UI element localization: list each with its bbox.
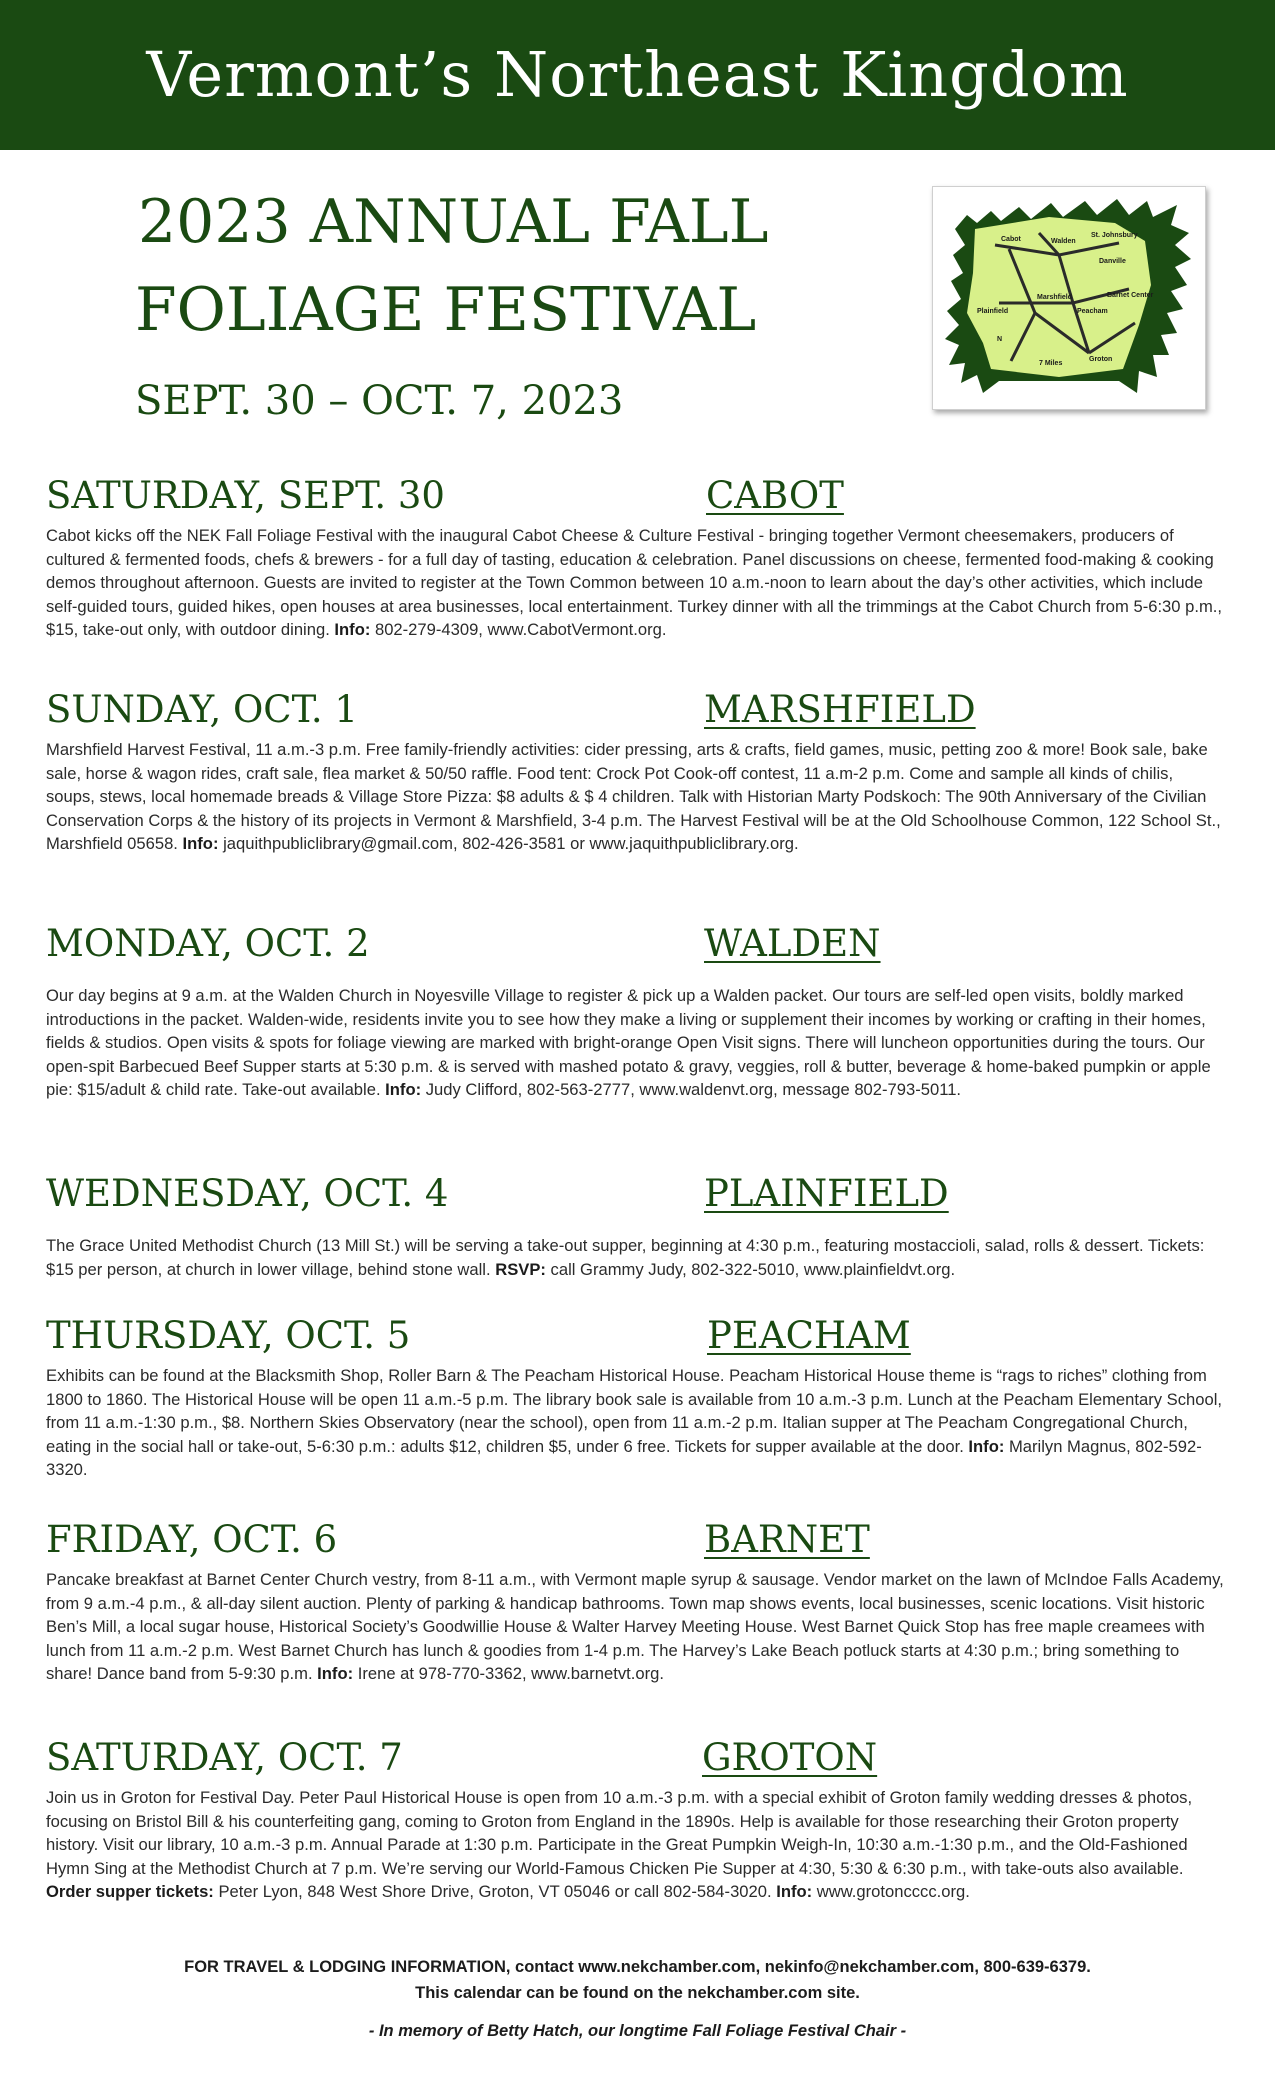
- event-day: SUNDAY, OCT. 1: [46, 688, 358, 731]
- event-town: PLAINFIELD: [704, 1172, 949, 1215]
- map-label-danville: Danville: [1099, 258, 1126, 265]
- map-label-groton: Groton: [1089, 356, 1113, 363]
- event-day: SATURDAY, OCT. 7: [46, 1736, 403, 1779]
- event-section-walden: [46, 922, 1226, 1102]
- info-label: RSVP:: [495, 1259, 546, 1279]
- event-section-barnet: [46, 1518, 1226, 1686]
- event-town: CABOT: [706, 474, 844, 517]
- event-day: SATURDAY, SEPT. 30: [46, 474, 445, 517]
- info-label: Info:: [317, 1664, 354, 1684]
- event-description: The Grace United Methodist Church (13 Mill St.) will be serving a take-out supper, beginning at 4:30 p.m., featuring mostaccioli, salad, rolls & dessert. Tickets: $15 per person, at church in lower village, behind stone wall. RSVP: call Grammy Judy, 802-322-5010, www.plainfieldvt.org.: [46, 1236, 1205, 1279]
- leaf-map-image: [932, 186, 1206, 410]
- footer-calendar-note: This calendar can be found on the nekchamber.com site.: [415, 1984, 860, 2002]
- info-label: Info:: [968, 1436, 1005, 1456]
- info-label: Order supper tickets:: [46, 1882, 214, 1902]
- festival-title: [135, 178, 898, 354]
- map-label-st-johnsbury: St. Johnsbury: [1091, 232, 1138, 239]
- event-description: Exhibits can be found at the Blacksmith Shop, Roller Barn & The Peacham Historical House. Peacham Historical House theme is “rags to riches” clothing from 1800 to 1860. The Historical House will be open 11 a.m.-5 p.m. The library book sale is available from 10 a.m.-3 p.m. Lunch at the Peacham Elementary School, from 11 a.m.-1:30 p.m., $8. Northern Skies Observatory (near the school), open from 11 a.m.-2 p.m. Italian supper at The Peacham Congregational Church, eating in the social hall or take-out, 5-6:30 p.m.: adults $12, children $5, under 6 free. Tickets for supper available at the door. Info: Marilyn Magnus, 802-592-3320.: [46, 1366, 1223, 1480]
- event-town: GROTON: [702, 1736, 878, 1779]
- event-town: BARNET: [704, 1518, 870, 1561]
- festival-title-line1: 2023 ANNUAL FALL: [138, 187, 769, 257]
- event-town: WALDEN: [704, 922, 881, 965]
- event-description: Marshfield Harvest Festival, 11 a.m.-3 p.m. Free family-friendly activities: cider pressing, arts & crafts, field games, music, petting zoo & more! Book sale, bake sale, horse & wagon rides, craft sale, flea market & 50/50 raffle. Food tent: Crock Pot Cook-off contest, 11 a.m-2 p.m. Come and sample all kinds of chilis, soups, stews, local homemade breads & Village Store Pizza: $8 adults & $ 4 children. Talk with Historian Marty Podskoch: The 90th Anniversary of the Civilian Conservation Corps & the history of its projects in Vermont & Marshfield, 3-4 p.m. The Harvest Festival will be at the Old Schoolhouse Common, 122 School St., Marshfield 05658. Info: jaquithpubliclibrary@gmail.com, 802-426-3581 or www.jaquithpubliclibrary.org.: [46, 740, 1221, 854]
- event-day: THURSDAY, OCT. 5: [46, 1314, 411, 1357]
- event-description: Join us in Groton for Festival Day. Peter Paul Historical House is open from 10 a.m.-3 p.m. with a special exhibit of Groton family wedding dresses & photos, focusing on Bristol Bill & his counterfeiting gang, coming to Groton from England in the 1890s. Help is available for those researching their Groton property history. Visit our library, 10 a.m.-3 p.m. Annual Parade at 1:30 p.m. Participate in the Great Pumpkin Weigh-In, 10:30 a.m.-1:30 p.m., and the Old-Fashioned Hymn Sing at the Methodist Church at 7 p.m. We’re serving our World-Famous Chicken Pie Supper at 4:30, 5:30 & 6:30 p.m., with take-outs also available. Order supper tickets: Peter Lyon, 848 West Shore Drive, Groton, VT 05046 or call 802-584-3020. Info: www.grotoncccc.org.: [46, 1788, 1193, 1902]
- event-description: Cabot kicks off the NEK Fall Foliage Festival with the inaugural Cabot Cheese & Culture Festival - bringing together Vermont cheesemakers, producers of cultured & fermented foods, chefs & brewers - for a full day of tasting, education & celebration. Panel discussions on cheese, fermented food-making & cooking demos throughout afternoon. Guests are invited to register at the Town Common between 10 a.m.-noon to learn about the day’s other activities, which include self-guided tours, guided hikes, open houses at area businesses, local entertainment. Turkey dinner with all the trimmings at the Cabot Church from 5-6:30 p.m., $15, take-out only, with outdoor dining. Info: 802-279-4309, www.CabotVermont.org.: [46, 526, 1223, 640]
- festival-dates: SEPT. 30 – OCT. 7, 2023: [135, 378, 624, 424]
- info-label-2: Info:: [776, 1882, 813, 1902]
- map-label-peacham: Peacham: [1077, 308, 1108, 315]
- event-section-marshfield: [46, 688, 1226, 856]
- event-town: MARSHFIELD: [704, 688, 976, 731]
- map-label-marshfield: Marshfield: [1037, 294, 1073, 301]
- event-section-plainfield: [46, 1172, 1226, 1281]
- event-town: PEACHAM: [707, 1314, 911, 1357]
- event-day: WEDNESDAY, OCT. 4: [46, 1172, 449, 1215]
- leaf-map-graphic: [939, 193, 1199, 403]
- event-description: Pancake breakfast at Barnet Center Church vestry, from 8-11 a.m., with Vermont maple syrup & sausage. Vendor market on the lawn of McIndoe Falls Academy, from 9 a.m.-4 p.m., & all-day silent auction. Plenty of parking & handicap bathrooms. Town map shows events, local businesses, scenic locations. Visit historic Ben’s Mill, a local sugar house, Historical Society’s Goodwillie House & Walter Harvey Meeting House. West Barnet Quick Stop has free maple creamees with lunch from 11 a.m.-2 p.m. West Barnet Church has lunch & goodies from 1-4 p.m. The Harvey’s Lake Beach potluck starts at 4:30 p.m.; bring something to share! Dance band from 5-9:30 p.m. Info: Irene at 978-770-3362, www.barnetvt.org.: [46, 1570, 1224, 1684]
- info-label: Info:: [334, 620, 371, 640]
- event-section-peacham: [46, 1314, 1226, 1482]
- map-label-barnet-center: Barnet Center: [1107, 292, 1154, 299]
- event-section-cabot: [46, 474, 1226, 642]
- map-label-cabot: Cabot: [1001, 236, 1021, 243]
- event-day: FRIDAY, OCT. 6: [46, 1518, 338, 1561]
- event-section-groton: [46, 1736, 1226, 1904]
- event-day: MONDAY, OCT. 2: [46, 922, 370, 965]
- footer-travel-info: FOR TRAVEL & LODGING INFORMATION, contact www.nekchamber.com, nekinfo@nekchamber.com, 800-639-6379.: [184, 1958, 1091, 1976]
- event-description: Our day begins at 9 a.m. at the Walden Church in Noyesville Village to register & pick up a Walden packet. Our tours are self-led open visits, boldly marked introductions in the packet. Walden-wide, residents invite you to see how they make a living or supplement their incomes by working or crafting in their homes, fields & studios. Open visits & spots for foliage viewing are marked with bright-orange Open Visit signs. There will luncheon opportunities during the tours. Our open-spit Barbecued Beef Supper starts at 5:30 p.m. & is served with mashed potato & gravy, veggies, roll & butter, beverage & home-baked pumpkin or apple pie: $15/adult & child rate. Take-out available. Info: Judy Clifford, 802-563-2777, www.waldenvt.org, message 802-793-5011.: [46, 986, 1211, 1100]
- festival-title-line2: FOLIAGE FESTIVAL: [135, 275, 757, 345]
- map-scale: 7 Miles: [1039, 360, 1063, 367]
- banner-title: Vermont’s Northeast Kingdom: [0, 0, 1275, 150]
- map-label-plainfield: Plainfield: [977, 308, 1009, 315]
- info-label: Info:: [385, 1080, 422, 1100]
- map-label-walden: Walden: [1051, 238, 1076, 245]
- footer-memorial: - In memory of Betty Hatch, our longtime Fall Foliage Festival Chair -: [368, 2022, 907, 2040]
- info-label: Info:: [182, 834, 219, 854]
- map-compass-n: N: [997, 336, 1003, 343]
